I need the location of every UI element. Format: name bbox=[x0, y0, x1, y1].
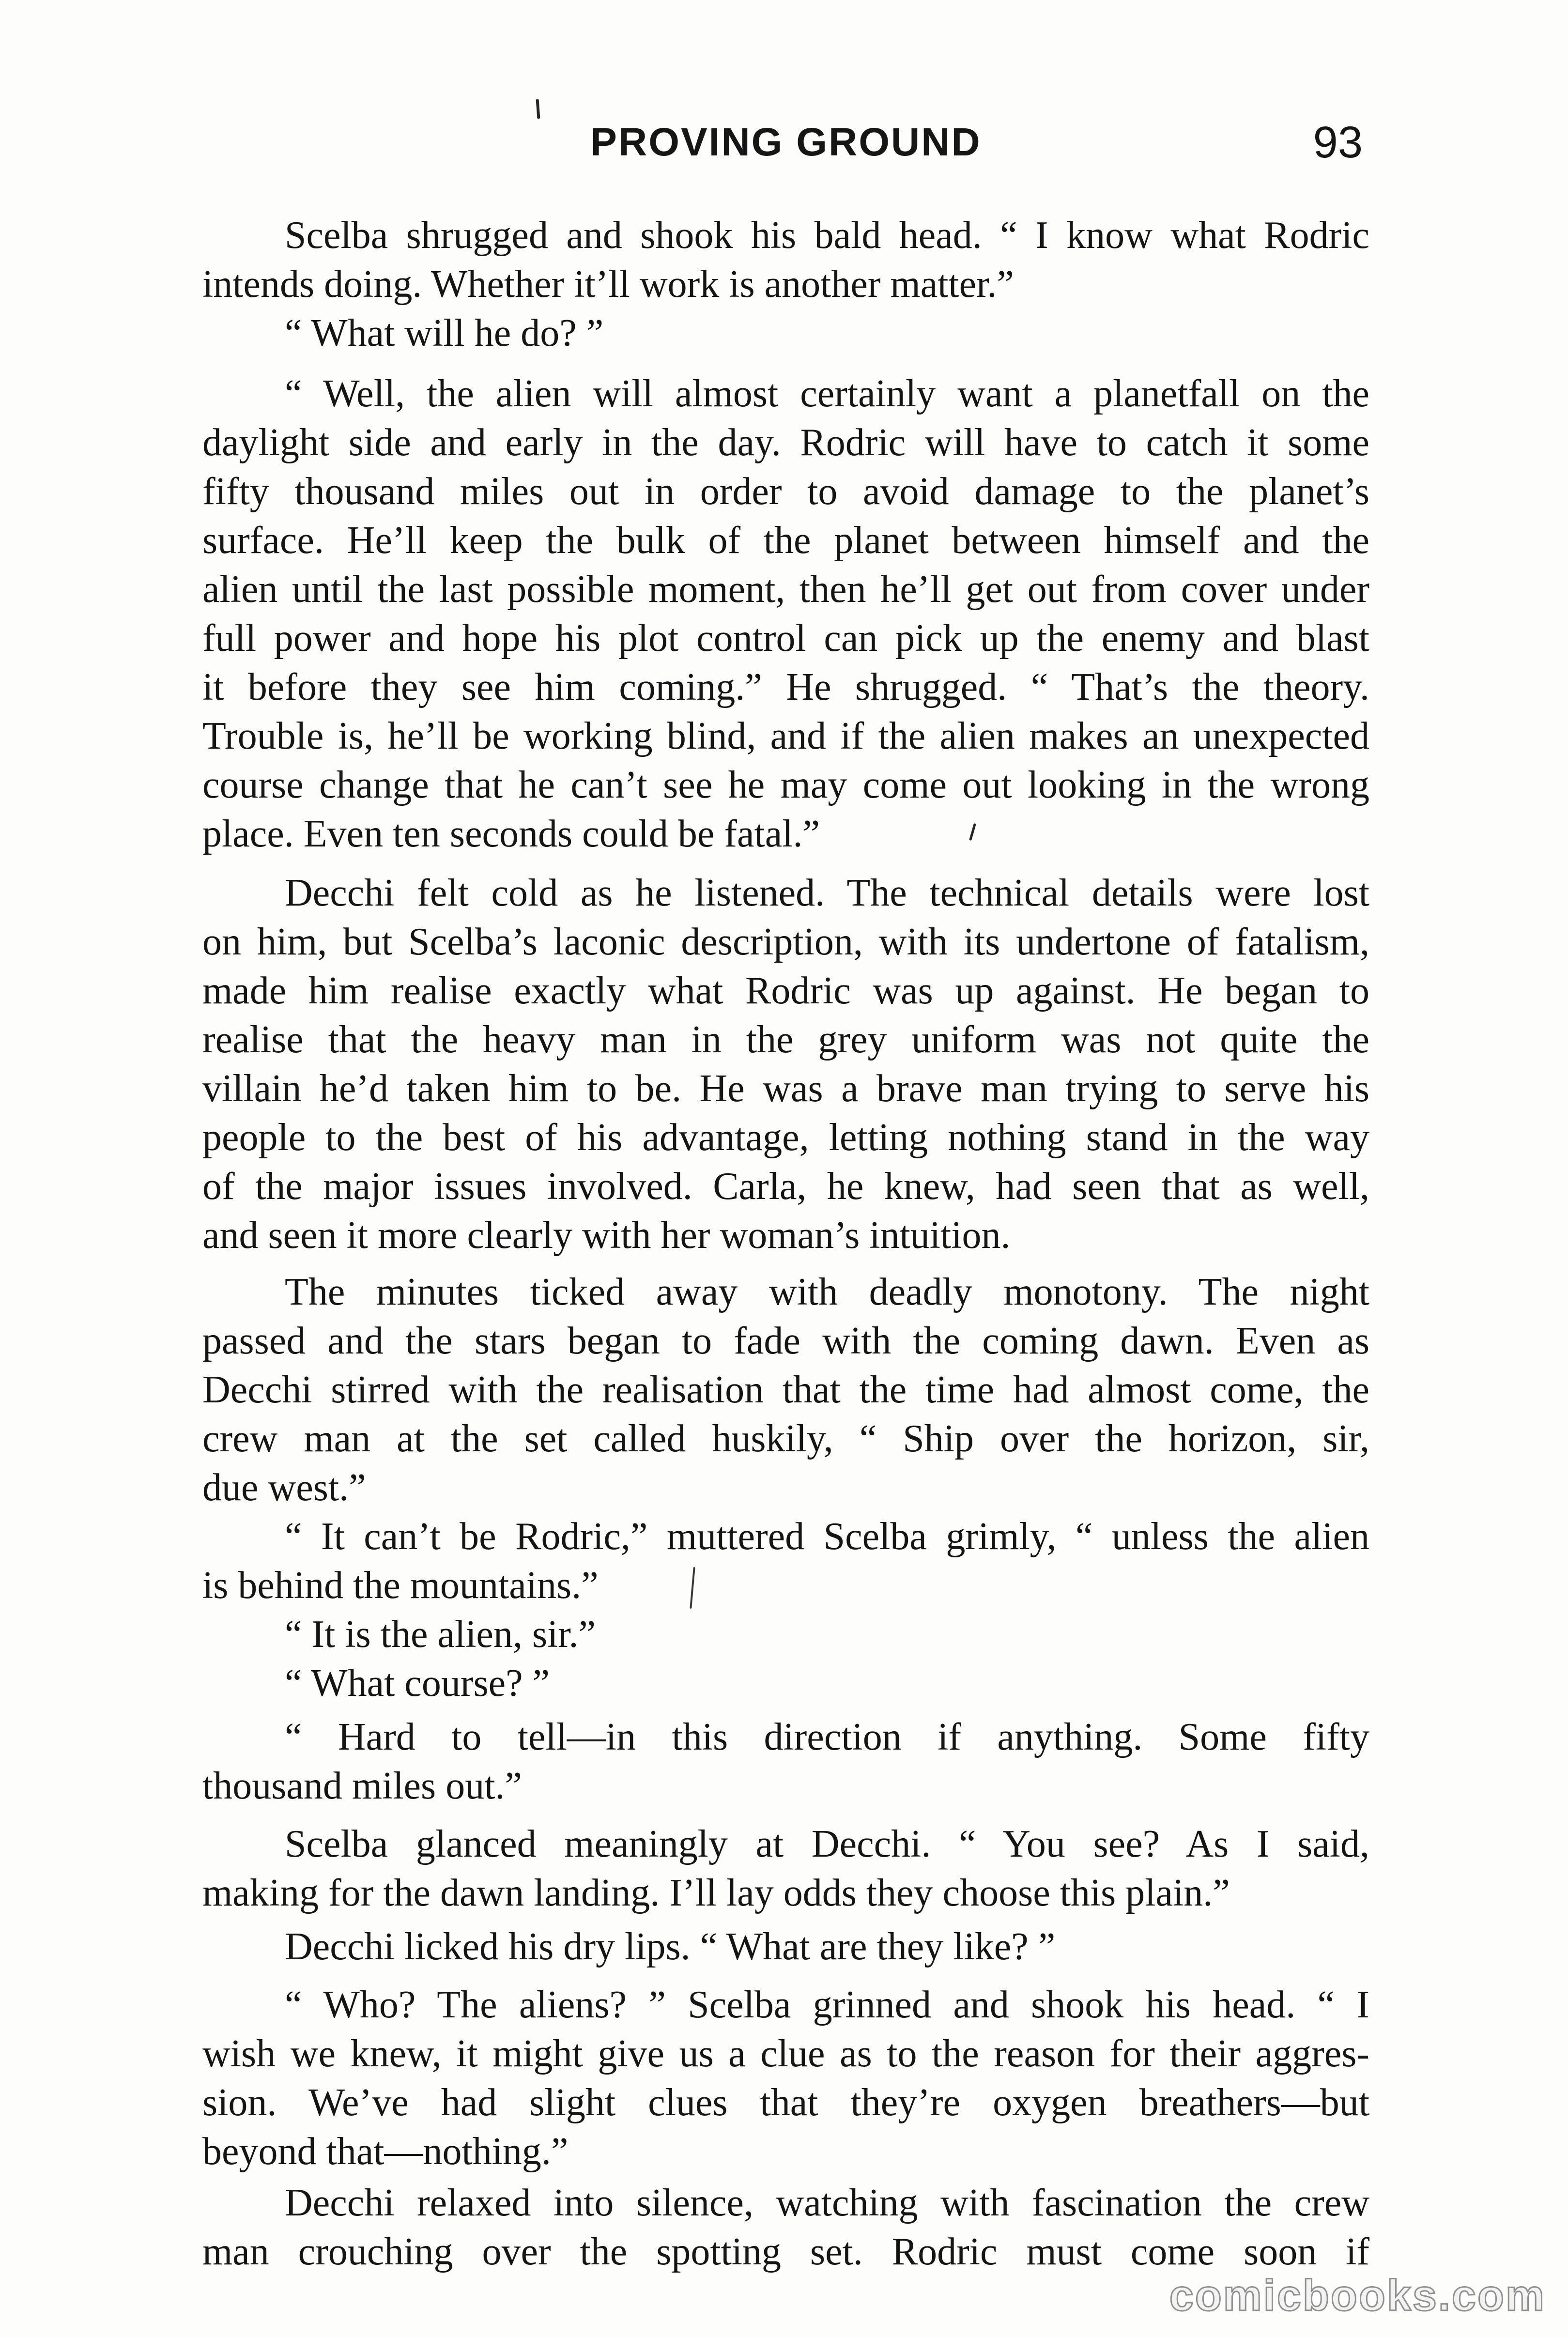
paragraph bbox=[202, 1659, 1369, 1708]
text-line: “ What course? ” bbox=[285, 1662, 550, 1705]
text-line: “ It is the alien, sir.” bbox=[285, 1613, 596, 1656]
paragraph bbox=[202, 1981, 1369, 2176]
text-line: beyond that—nothing.” bbox=[202, 2130, 569, 2173]
text-line: full power and hope his plot control can pick up the enemy and blast bbox=[202, 617, 1369, 660]
paragraph bbox=[202, 1922, 1369, 1971]
text-line: villain he’d taken him to be. He was a brave man trying to serve his bbox=[202, 1067, 1369, 1110]
text-line: Scelba shrugged and shook his bald head. “ I know what Rodric bbox=[285, 214, 1369, 257]
paragraph bbox=[202, 1512, 1369, 1610]
text-line: realise that the heavy man in the grey uniform was not quite the bbox=[202, 1018, 1369, 1061]
paragraph bbox=[202, 1610, 1369, 1659]
paragraph bbox=[202, 1713, 1369, 1811]
paragraph bbox=[202, 2179, 1369, 2276]
paragraph bbox=[202, 309, 1369, 358]
text-line: on him, but Scelba’s laconic description, with its undertone of fatalism, bbox=[202, 921, 1369, 963]
text-line: The minutes ticked away with deadly monotony. The night bbox=[285, 1271, 1369, 1313]
text-line: “ Who? The aliens? ” Scelba grinned and shook his head. “ I bbox=[285, 1983, 1369, 2026]
text-line: alien until the last possible moment, then he’ll get out from cover under bbox=[202, 568, 1369, 611]
text-line: of the major issues involved. Carla, he knew, had seen that as well, bbox=[202, 1165, 1369, 1208]
text-line: “ What will he do? ” bbox=[285, 312, 604, 354]
text-line: passed and the stars began to fade with the coming dawn. Even as bbox=[202, 1320, 1369, 1362]
text-line: surface. He’ll keep the bulk of the planet between himself and the bbox=[202, 519, 1369, 562]
text-line: it before they see him coming.” He shrugged. “ That’s the theory. bbox=[202, 666, 1369, 708]
page-header bbox=[202, 118, 1369, 167]
scan-mark bbox=[536, 99, 540, 119]
text-line: making for the dawn landing. I’ll lay odds they choose this plain.” bbox=[202, 1872, 1230, 1914]
text-line: intends doing. Whether it’ll work is another matter.” bbox=[202, 263, 1014, 306]
text-line: Decchi relaxed into silence, watching with fascination the crew bbox=[285, 2182, 1369, 2224]
text-line: due west.” bbox=[202, 1466, 366, 1509]
text-line: Scelba glanced meaningly at Decchi. “ You see? As I said, bbox=[285, 1823, 1369, 1865]
watermark: comicbooks.com bbox=[1169, 2272, 1546, 2320]
text-line: crew man at the set called huskily, “ Ship over the horizon, sir, bbox=[202, 1417, 1369, 1460]
text-line: Trouble is, he’ll be working blind, and if the alien makes an unexpected bbox=[202, 715, 1369, 757]
text-line: fifty thousand miles out in order to avoid damage to the planet’s bbox=[202, 470, 1369, 513]
paragraph bbox=[202, 869, 1369, 1260]
paragraph bbox=[202, 211, 1369, 309]
text-line: wish we knew, it might give us a clue as to the reason for their aggres- bbox=[202, 2032, 1369, 2075]
body-text bbox=[202, 211, 1369, 2276]
text-line: man crouching over the spotting set. Rodric must come soon if bbox=[202, 2230, 1369, 2273]
text-line: “ Hard to tell—in this direction if anything. Some fifty bbox=[285, 1716, 1369, 1758]
text-line: is behind the mountains.” bbox=[202, 1564, 599, 1607]
text-line: sion. We’ve had slight clues that they’re oxygen breathers—but bbox=[202, 2081, 1369, 2124]
text-line: and seen it more clearly with her woman’s intuition. bbox=[202, 1214, 1011, 1257]
text-line: “ It can’t be Rodric,” muttered Scelba grimly, “ unless the alien bbox=[285, 1515, 1369, 1558]
text-line: “ Well, the alien will almost certainly want a planetfall on the bbox=[285, 372, 1369, 415]
paragraph bbox=[202, 1820, 1369, 1918]
text-line: daylight side and early in the day. Rodric will have to catch it some bbox=[202, 421, 1369, 464]
text-line: place. Even ten seconds could be fatal.” bbox=[202, 813, 820, 855]
paragraph bbox=[202, 1268, 1369, 1512]
text-line: Decchi stirred with the realisation that the time had almost come, the bbox=[202, 1368, 1369, 1411]
page-number: 93 bbox=[1313, 118, 1363, 167]
running-head: PROVING GROUND bbox=[590, 120, 982, 164]
paragraph bbox=[202, 369, 1369, 859]
text-line: Decchi licked his dry lips. “ What are they like? ” bbox=[285, 1925, 1056, 1968]
text-line: thousand miles out.” bbox=[202, 1765, 522, 1807]
text-line: people to the best of his advantage, letting nothing stand in the way bbox=[202, 1116, 1369, 1159]
text-line: course change that he can’t see he may come out looking in the wrong bbox=[202, 764, 1369, 806]
text-line: Decchi felt cold as he listened. The technical details were lost bbox=[285, 872, 1369, 914]
text-line: made him realise exactly what Rodric was up against. He began to bbox=[202, 969, 1369, 1012]
